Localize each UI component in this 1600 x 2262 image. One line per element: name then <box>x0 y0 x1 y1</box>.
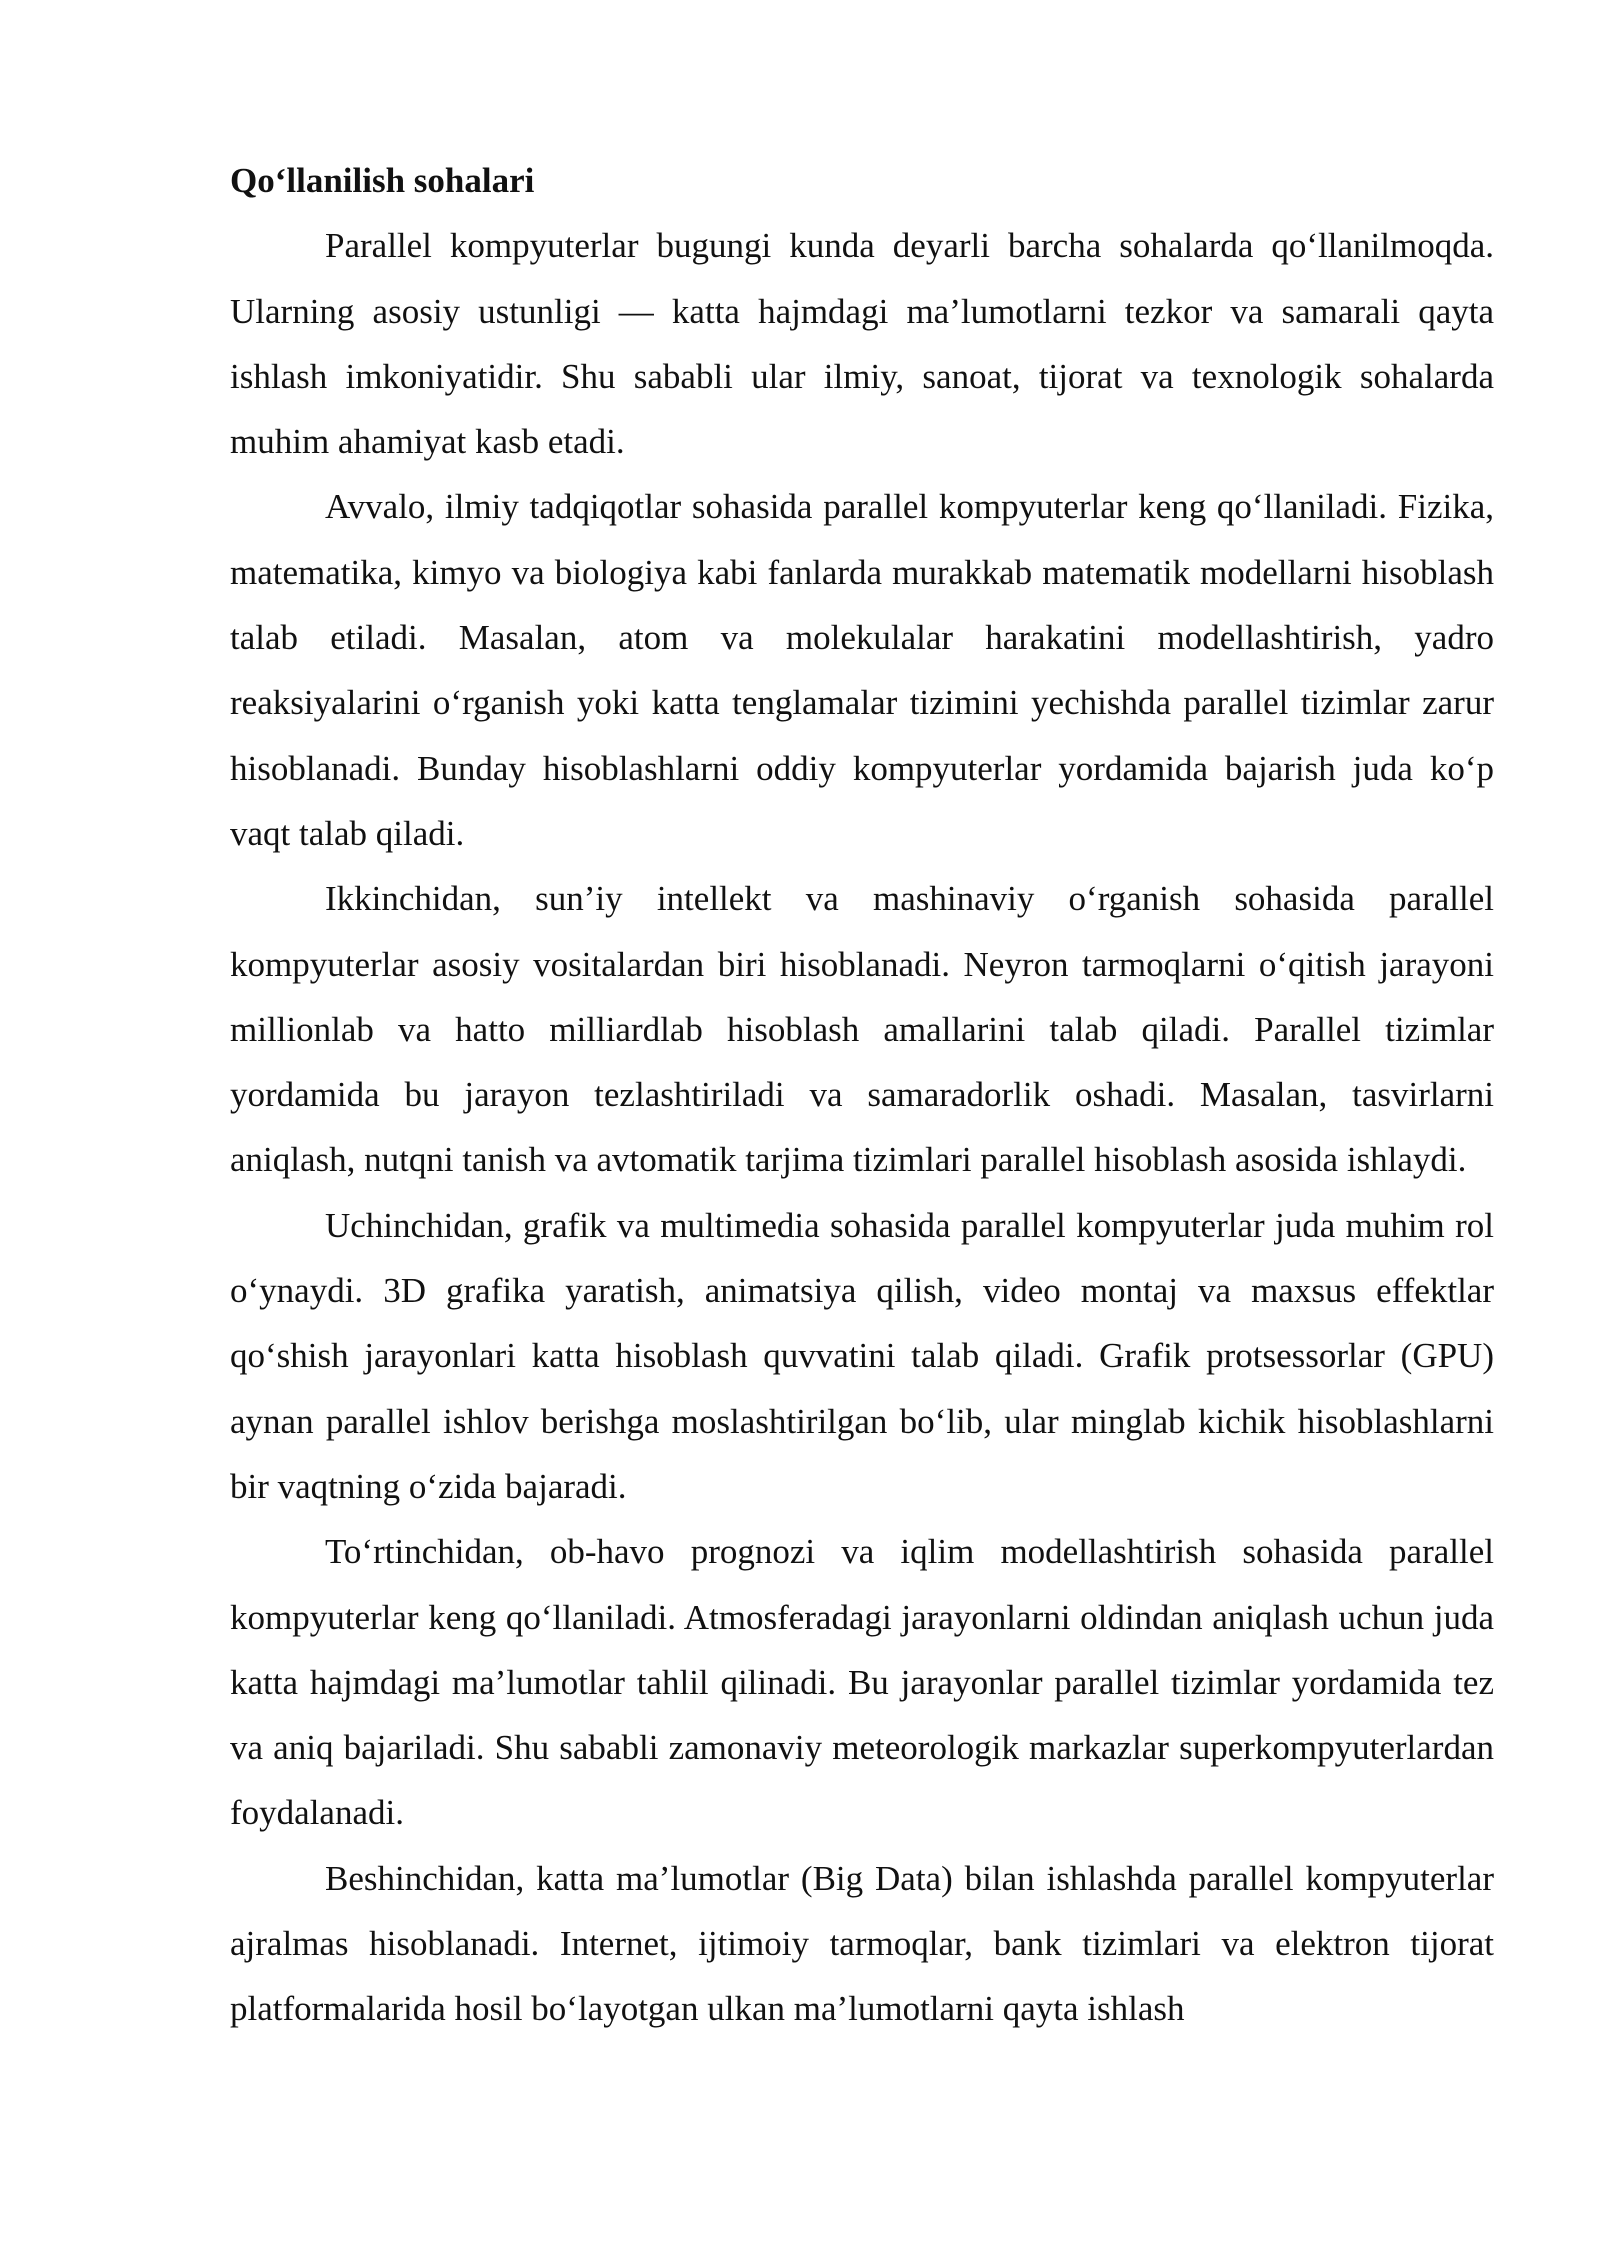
paragraph-weather-climate: To‘rtinchidan, ob-havo prognozi va iqlim modellashtirish sohasida parallel kompyuterlar keng qo‘llaniladi. Atmosferadagi jarayonlarni oldindan aniqlash uchun juda katta hajmdagi ma’lumotlar tahlil qilinadi. Bu jarayonlar parallel tizimlar yordamida tez va aniq bajariladi. Shu sababli zamonaviy meteorologik markazlar superkompyuterlardan foydalanadi. <box>230 1532 1494 1833</box>
document-body <box>230 148 1494 2042</box>
paragraph-scientific-research: Avvalo, ilmiy tadqiqotlar sohasida parallel kompyuterlar keng qo‘llaniladi. Fizika, matematika, kimyo va biologiya kabi fanlarda murakkab matematik modellarni hisoblash talab etiladi. Masalan, atom va molekulalar harakatini modellashtirish, yadro reaksiyalarini o‘rganish yoki katta tenglamalar tizimini yechishda parallel tizimlar zarur hisoblanadi. Bunday hisoblashlarni oddiy kompyuterlar yordamida bajarish juda ko‘p vaqt talab qiladi. <box>230 487 1494 853</box>
paragraph-big-data: Beshinchidan, katta ma’lumotlar (Big Data) bilan ishlashda parallel kompyuterlar ajralmas hisoblanadi. Internet, ijtimoiy tarmoqlar, bank tizimlari va elektron tijorat platformalarida hosil bo‘layotgan ulkan ma’lumotlarni qayta ishlash <box>230 1858 1494 2029</box>
paragraph-artificial-intelligence: Ikkinchidan, sun’iy intellekt va mashinaviy o‘rganish sohasida parallel kompyuterlar asosiy vositalardan biri hisoblanadi. Neyron tarmoqlarni o‘qitish jarayoni millionlab va hatto milliardlab hisoblash amallarini talab qiladi. Parallel tizimlar yordamida bu jarayon tezlashtiriladi va samaradorlik oshadi. Masalan, tasvirlarni aniqlash, nutqni tanish va avtomatik tarjima tizimlari parallel hisoblash asosida ishlaydi. <box>230 879 1494 1180</box>
section-heading: Qo‘llanilish sohalari <box>230 161 535 200</box>
paragraph-graphics-multimedia: Uchinchidan, grafik va multimedia sohasida parallel kompyuterlar juda muhim rol o‘ynaydi. 3D grafika yaratish, animatsiya qilish, video montaj va maxsus effektlar qo‘shish jarayonlari katta hisoblash quvvatini talab qiladi. Grafik protsessorlar (GPU) aynan parallel ishlov berishga moslashtirilgan bo‘lib, ular minglab kichik hisoblashlarni bir vaqtning o‘zida bajaradi. <box>230 1205 1494 1506</box>
paragraph-intro: Parallel kompyuterlar bugungi kunda deyarli barcha sohalarda qo‘llanilmoqda. Ularning asosiy ustunligi — katta hajmdagi ma’lumotlarni tezkor va samarali qayta ishlash imkoniyatidir. Shu sababli ular ilmiy, sanoat, tijorat va texnologik sohalarda muhim ahamiyat kasb etadi. <box>230 226 1494 462</box>
